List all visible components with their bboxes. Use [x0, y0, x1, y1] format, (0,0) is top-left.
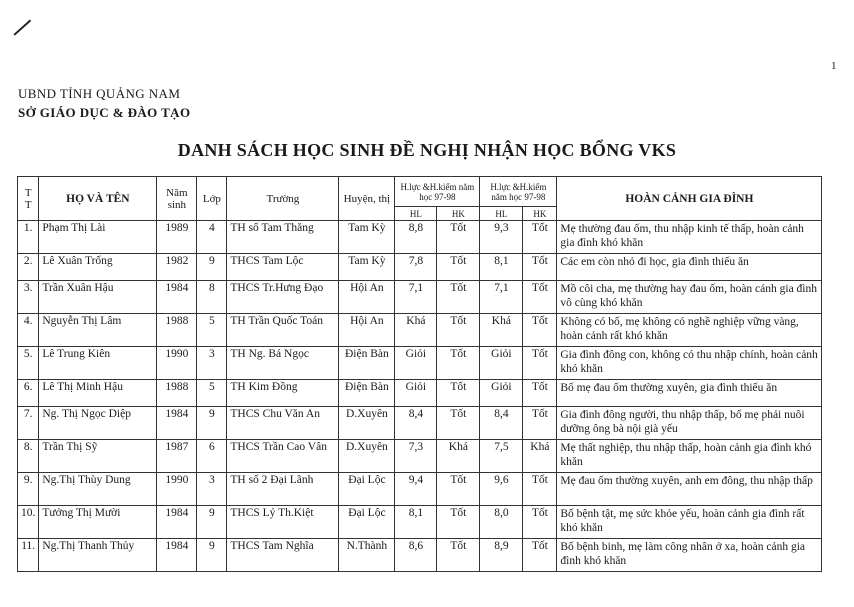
cell-hl2: 9,3	[480, 221, 523, 254]
cell-class: 5	[197, 314, 227, 347]
cell-name: Ng. Thị Ngọc Diệp	[39, 407, 157, 440]
header-name: HỌ VÀ TÊN	[39, 177, 157, 221]
cell-note: Gia đình đông con, không có thu nhập chính, hoàn cảnh khó khăn	[557, 347, 822, 380]
cell-name: Tưởng Thị Mười	[39, 506, 157, 539]
cell-hl2: 8,1	[480, 254, 523, 281]
header-school: Trường	[227, 177, 339, 221]
org-name-department: SỞ GIÁO DỤC & ĐÀO TẠO	[18, 105, 191, 120]
cell-name: Lê Thị Minh Hậu	[39, 380, 157, 407]
cell-year: 1988	[157, 380, 197, 407]
cell-tt: 1.	[18, 221, 39, 254]
cell-hk2: Tốt	[523, 407, 557, 440]
header-hk1: HK	[437, 207, 480, 221]
cell-tt: 4.	[18, 314, 39, 347]
cell-hk1: Tốt	[437, 221, 480, 254]
cell-note: Mẹ đau ốm thường xuyên, anh em đông, thu nhập thấp	[557, 473, 822, 506]
cell-school: TH Ng. Bá Ngọc	[227, 347, 339, 380]
cell-hk1: Tốt	[437, 473, 480, 506]
table-row	[18, 440, 822, 473]
cell-class: 6	[197, 440, 227, 473]
cell-class: 9	[197, 254, 227, 281]
cell-hk1: Tốt	[437, 380, 480, 407]
cell-hk2: Tốt	[523, 254, 557, 281]
cell-note: Bố bệnh binh, mẹ làm công nhân ở xa, hoàn cảnh gia đình khó khăn	[557, 539, 822, 572]
cell-hl2: 7,1	[480, 281, 523, 314]
cell-tt: 11.	[18, 539, 39, 572]
cell-hl1: Giỏi	[395, 347, 437, 380]
table-row	[18, 314, 822, 347]
cell-school: TH số Tam Thăng	[227, 221, 339, 254]
header-hl1: HL	[395, 207, 437, 221]
cell-district: Tam Kỳ	[339, 221, 395, 254]
table-row	[18, 407, 822, 440]
cell-note: Các em còn nhỏ đi học, gia đình thiếu ăn	[557, 254, 822, 281]
page-number: 1	[831, 60, 837, 72]
cell-hl1: 8,8	[395, 221, 437, 254]
cell-district: Điện Bàn	[339, 380, 395, 407]
cell-hk2: Tốt	[523, 281, 557, 314]
cell-name: Trần Thị Sỹ	[39, 440, 157, 473]
table-row	[18, 506, 822, 539]
header-circumstance: HOÀN CẢNH GIA ĐÌNH	[557, 177, 822, 221]
header-year: Năm sinh	[157, 177, 197, 221]
table-row	[18, 380, 822, 407]
cell-class: 4	[197, 221, 227, 254]
cell-district: Đại Lộc	[339, 473, 395, 506]
cell-school: THCS Lý Th.Kiệt	[227, 506, 339, 539]
cell-year: 1984	[157, 407, 197, 440]
table-row	[18, 473, 822, 506]
cell-class: 3	[197, 347, 227, 380]
cell-school: THCS Trần Cao Vân	[227, 440, 339, 473]
header-hk2: HK	[523, 207, 557, 221]
cell-class: 5	[197, 380, 227, 407]
cell-name: Trần Xuân Hậu	[39, 281, 157, 314]
cell-district: Đại Lộc	[339, 506, 395, 539]
cell-year: 1984	[157, 281, 197, 314]
cell-name: Ng.Thị Thùy Dung	[39, 473, 157, 506]
cell-name: Nguyễn Thị Lâm	[39, 314, 157, 347]
cell-hl1: Khá	[395, 314, 437, 347]
cell-hk1: Tốt	[437, 407, 480, 440]
cell-note: Bố bệnh tật, mẹ sức khỏe yếu, hoàn cảnh gia đình rất khó khăn	[557, 506, 822, 539]
cell-school: TH Trần Quốc Toản	[227, 314, 339, 347]
cell-hl2: 8,4	[480, 407, 523, 440]
cell-hk2: Tốt	[523, 539, 557, 572]
cell-district: Hội An	[339, 314, 395, 347]
cell-school: THCS Tam Nghĩa	[227, 539, 339, 572]
cell-class: 9	[197, 506, 227, 539]
cell-hl1: 8,1	[395, 506, 437, 539]
cell-class: 8	[197, 281, 227, 314]
cell-school: THCS Tam Lộc	[227, 254, 339, 281]
cell-school: THCS Chu Văn An	[227, 407, 339, 440]
cell-name: Lê Xuân Trống	[39, 254, 157, 281]
cell-class: 9	[197, 407, 227, 440]
document-title: DANH SÁCH HỌC SINH ĐỀ NGHỊ NHẬN HỌC BỔNG VKS	[177, 140, 677, 160]
cell-class: 3	[197, 473, 227, 506]
table-row	[18, 221, 822, 254]
cell-hk1: Khá	[437, 440, 480, 473]
header-tt: T T	[18, 177, 39, 221]
cell-year: 1982	[157, 254, 197, 281]
cell-note: Mẹ thường đau ốm, thu nhập kinh tế thấp, hoàn cảnh gia đình khó khăn	[557, 221, 822, 254]
header-class: Lớp	[197, 177, 227, 221]
header-hl2: HL	[480, 207, 523, 221]
cell-hk2: Tốt	[523, 221, 557, 254]
cell-note: Bố mẹ đau ốm thường xuyên, gia đình thiếu ăn	[557, 380, 822, 407]
cell-name: Lê Trung Kiên	[39, 347, 157, 380]
cell-year: 1989	[157, 221, 197, 254]
cell-hk1: Tốt	[437, 347, 480, 380]
cell-year: 1984	[157, 539, 197, 572]
cell-hl1: 8,4	[395, 407, 437, 440]
cell-tt: 2.	[18, 254, 39, 281]
cell-hk1: Tốt	[437, 281, 480, 314]
header-group1: H.lực &H.kiểm năm học 97-98	[395, 177, 480, 207]
cell-school: TH Kim Đồng	[227, 380, 339, 407]
cell-year: 1990	[157, 473, 197, 506]
cell-district: Tam Kỳ	[339, 254, 395, 281]
cell-school: THCS Tr.Hưng Đạo	[227, 281, 339, 314]
scholarship-table	[17, 176, 822, 572]
cell-hk2: Tốt	[523, 380, 557, 407]
cell-hl2: Giỏi	[480, 347, 523, 380]
cell-year: 1984	[157, 506, 197, 539]
cell-hl1: Giỏi	[395, 380, 437, 407]
cell-year: 1988	[157, 314, 197, 347]
cell-note: Gia đình đông người, thu nhập thấp, bố mẹ phải nuôi dưỡng ông bà nội già yếu	[557, 407, 822, 440]
cell-district: N.Thành	[339, 539, 395, 572]
cell-hl1: 8,6	[395, 539, 437, 572]
cell-district: D.Xuyên	[339, 440, 395, 473]
cell-hl1: 7,8	[395, 254, 437, 281]
cell-hl2: 8,0	[480, 506, 523, 539]
cell-note: Mẹ thất nghiệp, thu nhập thấp, hoàn cảnh gia đình khó khăn	[557, 440, 822, 473]
cell-hl1: 9,4	[395, 473, 437, 506]
cell-tt: 3.	[18, 281, 39, 314]
cell-hk1: Tốt	[437, 314, 480, 347]
cell-hl2: 9,6	[480, 473, 523, 506]
pen-mark	[13, 19, 30, 35]
cell-hk1: Tốt	[437, 254, 480, 281]
cell-tt: 10.	[18, 506, 39, 539]
table-row	[18, 254, 822, 281]
cell-tt: 6.	[18, 380, 39, 407]
header-group2: H.lực &H.kiểm năm học 97-98	[480, 177, 557, 207]
cell-class: 9	[197, 539, 227, 572]
cell-note: Mồ côi cha, mẹ thường hay đau ốm, hoàn cảnh gia đình vô cùng khó khăn	[557, 281, 822, 314]
cell-name: Ng.Thị Thanh Thủy	[39, 539, 157, 572]
cell-hk2: Khá	[523, 440, 557, 473]
cell-tt: 8.	[18, 440, 39, 473]
cell-hl2: Khá	[480, 314, 523, 347]
cell-hk1: Tốt	[437, 539, 480, 572]
cell-hl2: Giỏi	[480, 380, 523, 407]
cell-district: Điện Bàn	[339, 347, 395, 380]
cell-district: D.Xuyên	[339, 407, 395, 440]
cell-district: Hội An	[339, 281, 395, 314]
table-row	[18, 281, 822, 314]
cell-hk2: Tốt	[523, 314, 557, 347]
cell-year: 1987	[157, 440, 197, 473]
org-name-province: UBND TỈNH QUẢNG NAM	[18, 86, 181, 101]
cell-note: Không có bố, mẹ không có nghề nghiệp vững vàng, hoàn cảnh rất khó khăn	[557, 314, 822, 347]
cell-hl2: 7,5	[480, 440, 523, 473]
header-district: Huyện, thị	[339, 177, 395, 221]
cell-tt: 5.	[18, 347, 39, 380]
cell-tt: 7.	[18, 407, 39, 440]
cell-hk2: Tốt	[523, 506, 557, 539]
table-row	[18, 347, 822, 380]
cell-hl1: 7,1	[395, 281, 437, 314]
cell-school: TH số 2 Đại Lãnh	[227, 473, 339, 506]
cell-year: 1990	[157, 347, 197, 380]
table-row	[18, 539, 822, 572]
cell-hk1: Tốt	[437, 506, 480, 539]
cell-name: Phạm Thị Lài	[39, 221, 157, 254]
cell-hk2: Tốt	[523, 347, 557, 380]
cell-tt: 9.	[18, 473, 39, 506]
cell-hl2: 8,9	[480, 539, 523, 572]
cell-hl1: 7,3	[395, 440, 437, 473]
cell-hk2: Tốt	[523, 473, 557, 506]
